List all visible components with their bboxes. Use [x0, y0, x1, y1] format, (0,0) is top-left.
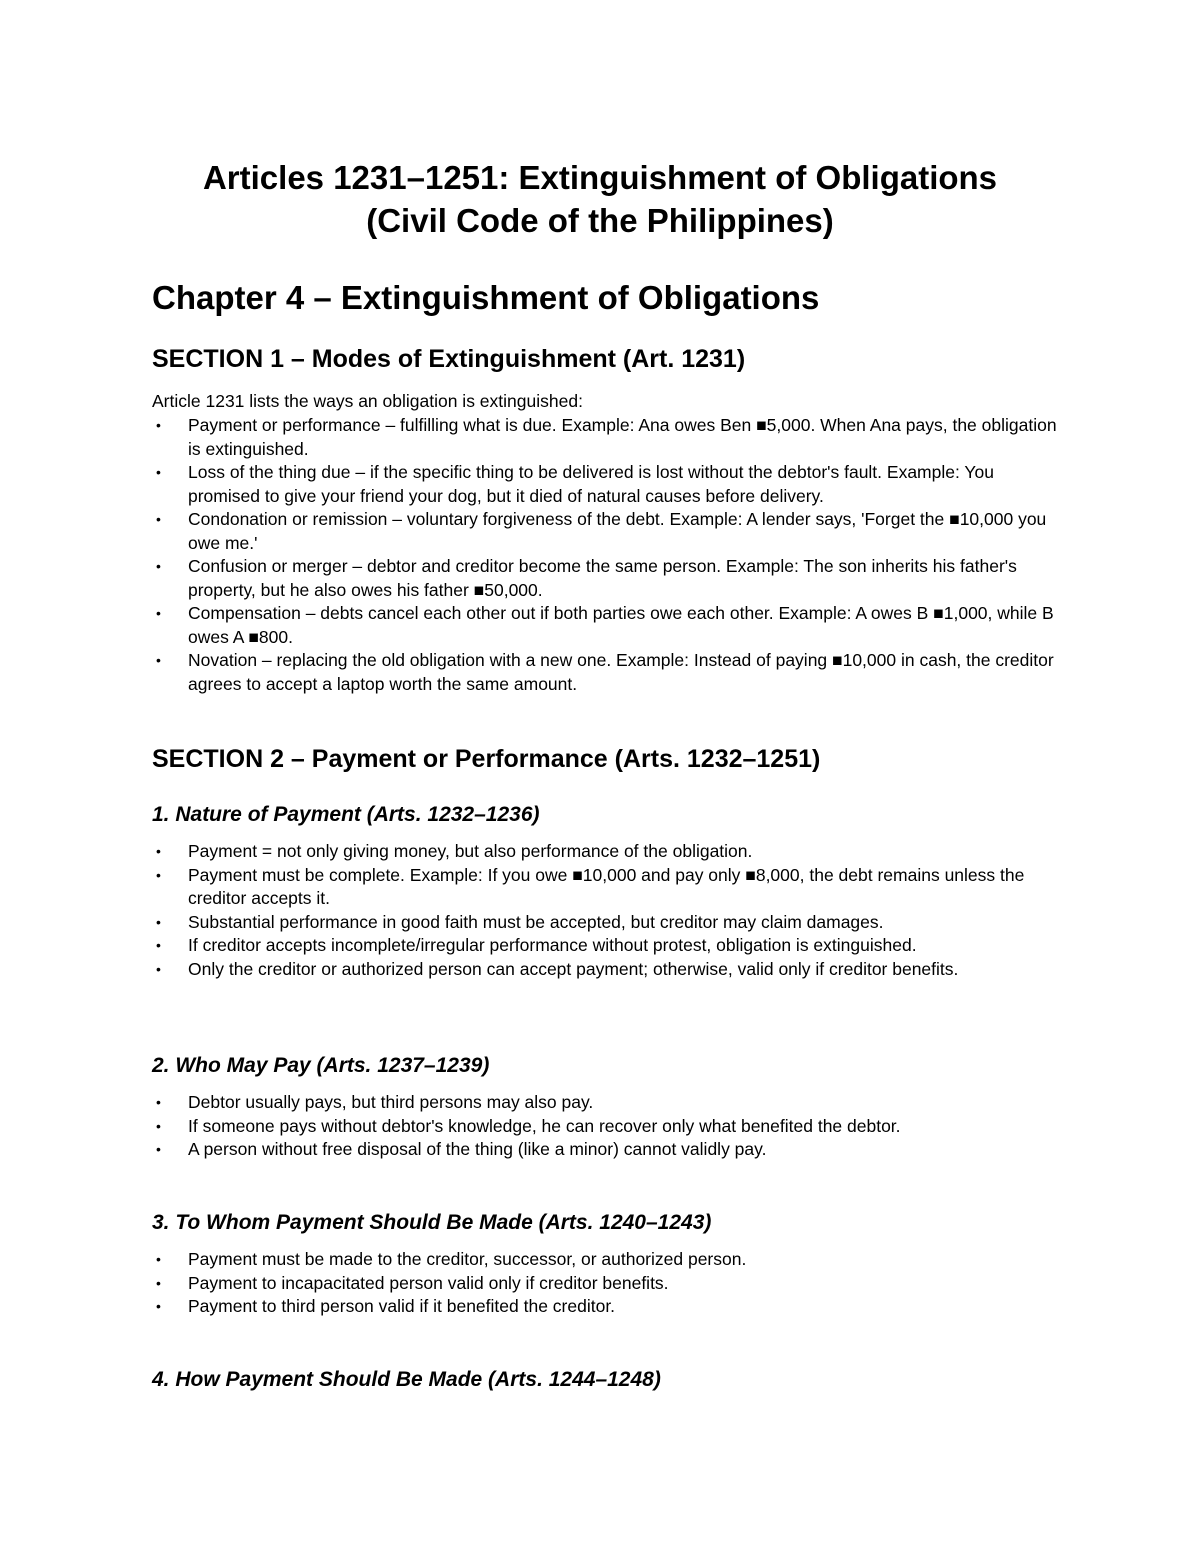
list-item: • Compensation – debts cancel each other out if both parties owe each other. Example: A owes B ■1,000, while B owes A ■800. [152, 602, 1062, 649]
section-2-heading: SECTION 2 – Payment or Performance (Arts. 1232–1251) [152, 745, 821, 773]
chapter-heading: Chapter 4 – Extinguishment of Obligations [152, 279, 820, 316]
nature-of-payment-list [152, 840, 1062, 981]
who-may-pay-list [152, 1091, 1062, 1162]
list-item: • If someone pays without debtor's knowledge, he can recover only what benefited the debtor. [152, 1115, 1062, 1139]
list-item: • Payment or performance – fulfilling what is due. Example: Ana owes Ben ■5,000. When Ana pays, the obligation is extinguished. [152, 414, 1062, 461]
subsection-to-whom-payment-heading: 3. To Whom Payment Should Be Made (Arts. 1240–1243) [152, 1211, 712, 1234]
list-item: • Only the creditor or authorized person can accept payment; otherwise, valid only if creditor benefits. [152, 958, 1062, 982]
section-1-heading: SECTION 1 – Modes of Extinguishment (Art. 1231) [152, 345, 746, 373]
list-item: • Payment = not only giving money, but also performance of the obligation. [152, 840, 1062, 864]
list-item: • Loss of the thing due – if the specific thing to be delivered is lost without the debtor's fault. Example: You promised to give your friend your dog, but it died of natural causes before delivery. [152, 461, 1062, 508]
title-line-2: (Civil Code of the Philippines) [366, 202, 834, 239]
list-item: • Payment to incapacitated person valid only if creditor benefits. [152, 1272, 1062, 1296]
list-item: • Condonation or remission – voluntary forgiveness of the debt. Example: A lender says, 'Forget the ■10,000 you owe me.' [152, 508, 1062, 555]
list-item: • Confusion or merger – debtor and creditor become the same person. Example: The son inherits his father's property, but he also owes his father ■50,000. [152, 555, 1062, 602]
section-1-intro: Article 1231 lists the ways an obligation is extinguished: [152, 391, 583, 411]
to-whom-payment-list [152, 1248, 1062, 1319]
subsection-nature-of-payment-heading: 1. Nature of Payment (Arts. 1232–1236) [152, 803, 540, 826]
list-item: • If creditor accepts incomplete/irregular performance without protest, obligation is extinguished. [152, 934, 1062, 958]
list-item: • Payment to third person valid if it benefited the creditor. [152, 1295, 1062, 1319]
subsection-who-may-pay-heading: 2. Who May Pay (Arts. 1237–1239) [152, 1054, 490, 1077]
list-item: • Novation – replacing the old obligation with a new one. Example: Instead of paying ■10,000 in cash, the creditor agrees to accept a laptop worth the same amount. [152, 649, 1062, 696]
title-line-1: Articles 1231–1251: Extinguishment of Obligations [202, 159, 998, 196]
list-item: • Debtor usually pays, but third persons may also pay. [152, 1091, 1062, 1115]
list-item: • Payment must be made to the creditor, successor, or authorized person. [152, 1248, 1062, 1272]
subsection-how-payment-heading: 4. How Payment Should Be Made (Arts. 1244–1248) [152, 1368, 661, 1391]
section-1-list [152, 414, 1062, 696]
list-item: • A person without free disposal of the thing (like a minor) cannot validly pay. [152, 1138, 1062, 1162]
list-item: • Payment must be complete. Example: If you owe ■10,000 and pay only ■8,000, the debt remains unless the creditor accepts it. [152, 864, 1062, 911]
list-item: • Substantial performance in good faith must be accepted, but creditor may claim damages. [152, 911, 1062, 935]
document-title [0, 156, 1200, 242]
